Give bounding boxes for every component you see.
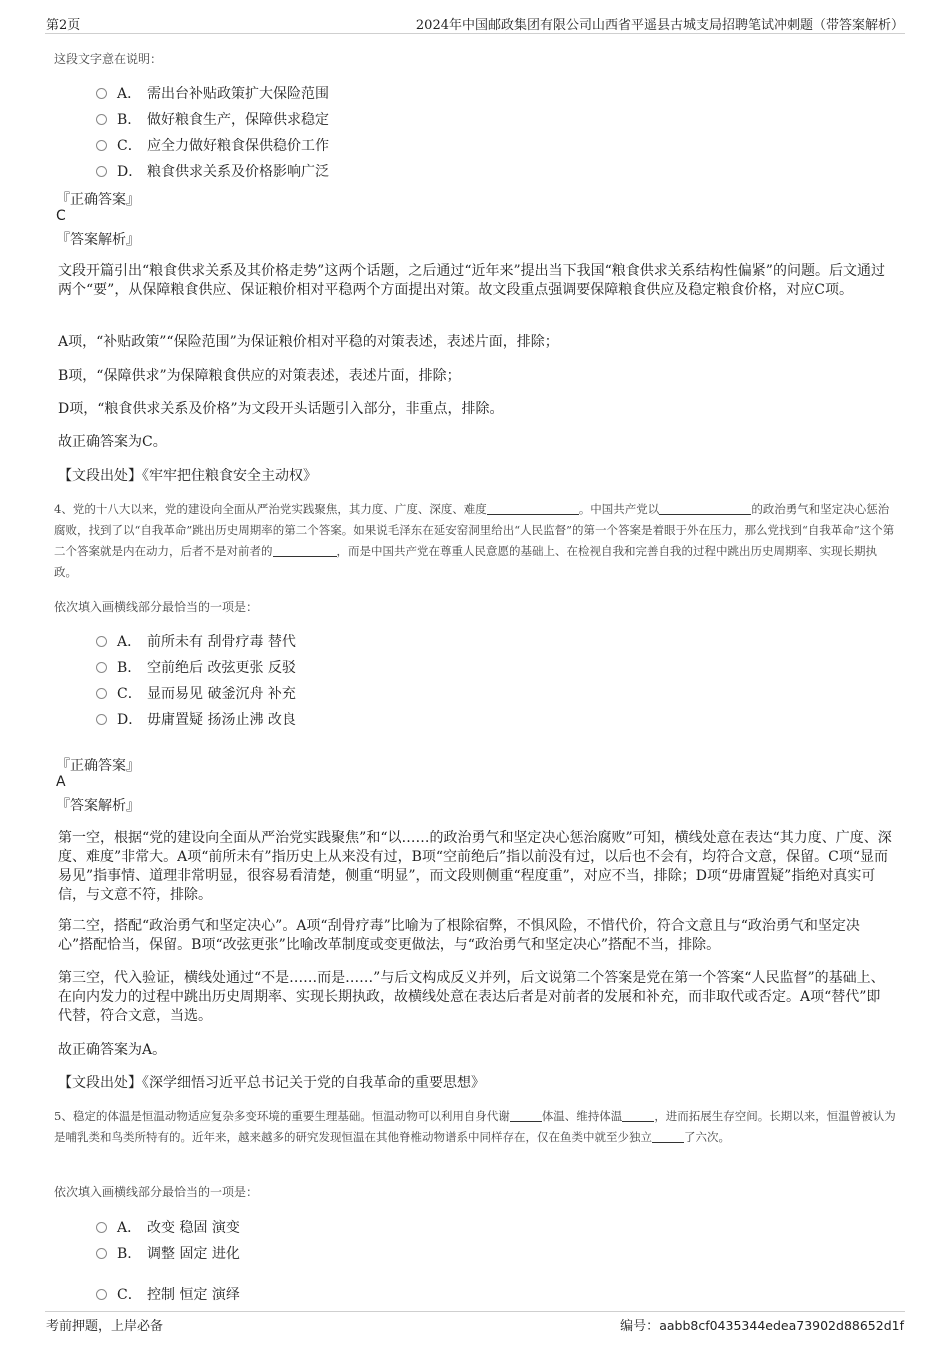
blank-line xyxy=(487,502,579,515)
q4-analysis-heading: 『答案解析』 xyxy=(56,798,140,814)
q4-source: 【文段出处】《深学细悟习近平总书记关于党的自我革命的重要思想》 xyxy=(58,1075,485,1091)
q3-answer-heading: 『正确答案』 xyxy=(56,192,140,208)
q3-option-c[interactable]: C． 应全力做好粮食保供稳价工作 xyxy=(96,135,329,155)
radio-icon[interactable] xyxy=(96,88,107,99)
radio-icon[interactable] xyxy=(96,114,107,125)
footer-code: 编号：aabb8cf0435344edea73902d88652d1f xyxy=(620,1318,904,1334)
q5-prompt: 依次填入画横线部分最恰当的一项是： xyxy=(54,1185,259,1199)
q3-option-d[interactable]: D． 粮食供求关系及价格影响广泛 xyxy=(96,161,329,181)
q4-prompt: 依次填入画横线部分最恰当的一项是： xyxy=(54,600,259,614)
q4-answer: A xyxy=(56,774,66,790)
q3-option-a[interactable]: A． 需出台补贴政策扩大保险范围 xyxy=(96,83,329,103)
q4-option-b[interactable]: B. 空前绝后 改弦更张 反驳 xyxy=(96,657,296,677)
q4-option-c[interactable]: C． 显而易见 破釜沉舟 补充 xyxy=(96,683,296,703)
footer-slogan: 考前押题，上岸必备 xyxy=(46,1319,164,1334)
radio-icon[interactable] xyxy=(96,688,107,699)
blank-line xyxy=(510,1109,542,1122)
q3-analysis-heading: 『答案解析』 xyxy=(56,232,140,248)
footer-rule xyxy=(45,1311,905,1312)
q4-analysis-paragraph: 第一空，根据“党的建设向全面从严治党实践聚焦”和“以……的政治勇气和坚定决心惩治腐败”可知，横线处意在表达“其力度、广度、深度、难度”非常大。A项“前所未有”指历史上从来没有过，B项“空前绝后”指以前没有过，以后也不会有，均符合文意，保留。C项“显而易见”指事情、道理非常明显，很容易看清楚，侧重“明显”，而文段则侧重“程度重”，对应不当，排除；D项“毋庸置疑”指绝对真实可信，与文意不符，排除。 xyxy=(58,830,892,903)
q3-analysis-paragraph: 文段开篇引出“粮食供求关系及其价格走势”这两个话题，之后通过“近年来”提出当下我国“粮食供求关系结构性偏紧”的问题。后文通过两个“要”，从保障粮食供应、保证粮价相对平稳两个方面提出对策。故文段重点强调要保障粮食供应及稳定粮食价格，对应C项。 xyxy=(58,263,885,298)
q4-analysis-conclusion: 故正确答案为A。 xyxy=(58,1042,167,1058)
radio-icon[interactable] xyxy=(96,636,107,647)
radio-icon[interactable] xyxy=(96,1248,107,1259)
radio-icon[interactable] xyxy=(96,714,107,725)
q4-analysis-paragraph: 第三空，代入验证，横线处通过“不是……而是……”与后文构成反义并列，后文说第二个答案是党在第一个答案“人民监督”的基础上、在向内发力的过程中跳出历史周期率、实现长期执政，故横线处意在表达后者是对前者的发展和补充，而非取代或否定。A项“替代”即代替，符合文意，当选。 xyxy=(58,970,885,1024)
q5-option-c[interactable]: C． 控制 恒定 演绎 xyxy=(96,1284,240,1304)
radio-icon[interactable] xyxy=(96,166,107,177)
q5-option-a[interactable]: A． 改变 稳固 演变 xyxy=(96,1217,240,1237)
q4-answer-heading: 『正确答案』 xyxy=(56,758,140,774)
q3-prompt: 这段文字意在说明： xyxy=(54,52,163,66)
q5-question-text: 5、稳定的体温是恒温动物适应复杂多变环境的重要生理基础。恒温动物可以利用自身代谢 体温、维持体温 ，进而拓展生存空间。长期以来，恒温曾被认为是哺乳类和鸟类所特有的。近年来，越来越多的研究发现恒温在其他脊椎动物谱系中同样存在，仅在鱼类中就至少独立 了六次。 xyxy=(54,1109,896,1144)
q4-question-text: 4、党的十八大以来，党的建设向全面从严治党实践聚焦，其力度、广度、深度、难度 。中国共产党以 的政治勇气和坚定决心惩治腐败，找到了以“自我革命”跳出历史周期率的第二个答案。如果说毛泽东在延安窑洞里给出“人民监督”的第一个答案是着眼于外在压力，那么党找到“自我革命”这个第二个答案就是内在动力，后者不是对前者的 ，而是中国共产党在尊重人民意愿的基础上、在检视自我和完善自我的过程中跳出历史周期率、实现长期执政。 xyxy=(54,502,895,579)
q4-option-d[interactable]: D． 毋庸置疑 扬汤止沸 改良 xyxy=(96,709,296,729)
blank-line xyxy=(659,502,751,515)
q3-source: 【文段出处】《牢牢把住粮食安全主动权》 xyxy=(58,468,317,484)
q4-analysis-paragraph: 第二空，搭配“政治勇气和坚定决心”。A项“刮骨疗毒”比喻为了根除宿弊，不惧风险，不惜代价，符合文意且与“政治勇气和坚定决心”搭配恰当，保留。B项“改弦更张”比喻改革制度或变更做法，与“政治勇气和坚定决心”搭配不当，排除。 xyxy=(58,918,860,953)
q5-option-b[interactable]: B. 调整 固定 进化 xyxy=(96,1243,240,1263)
radio-icon[interactable] xyxy=(96,1222,107,1233)
page-number: 第2页 xyxy=(46,18,81,33)
document-title: 2024年中国邮政集团有限公司山西省平遥县古城支局招聘笔试冲刺题（带答案解析） xyxy=(415,18,904,33)
blank-line xyxy=(622,1109,654,1122)
radio-icon[interactable] xyxy=(96,662,107,673)
q3-analysis-paragraph: A项，“补贴政策”“保险范围”为保证粮价相对平稳的对策表述，表述片面，排除； xyxy=(58,334,559,350)
q3-analysis-conclusion: 故正确答案为C。 xyxy=(58,434,167,450)
blank-line xyxy=(652,1130,684,1143)
q4-option-a[interactable]: A． 前所未有 刮骨疗毒 替代 xyxy=(96,631,296,651)
radio-icon[interactable] xyxy=(96,1289,107,1300)
blank-line xyxy=(273,544,337,557)
q3-analysis-paragraph: D项，“粮食供求关系及价格”为文段开头话题引入部分，非重点，排除。 xyxy=(58,401,504,417)
header-rule xyxy=(45,33,905,34)
q3-analysis-paragraph: B项，“保障供求”为保障粮食供应的对策表述，表述片面，排除； xyxy=(58,368,461,384)
q3-answer: C xyxy=(56,208,66,224)
radio-icon[interactable] xyxy=(96,140,107,151)
q3-option-b[interactable]: B. 做好粮食生产，保障供求稳定 xyxy=(96,109,329,129)
